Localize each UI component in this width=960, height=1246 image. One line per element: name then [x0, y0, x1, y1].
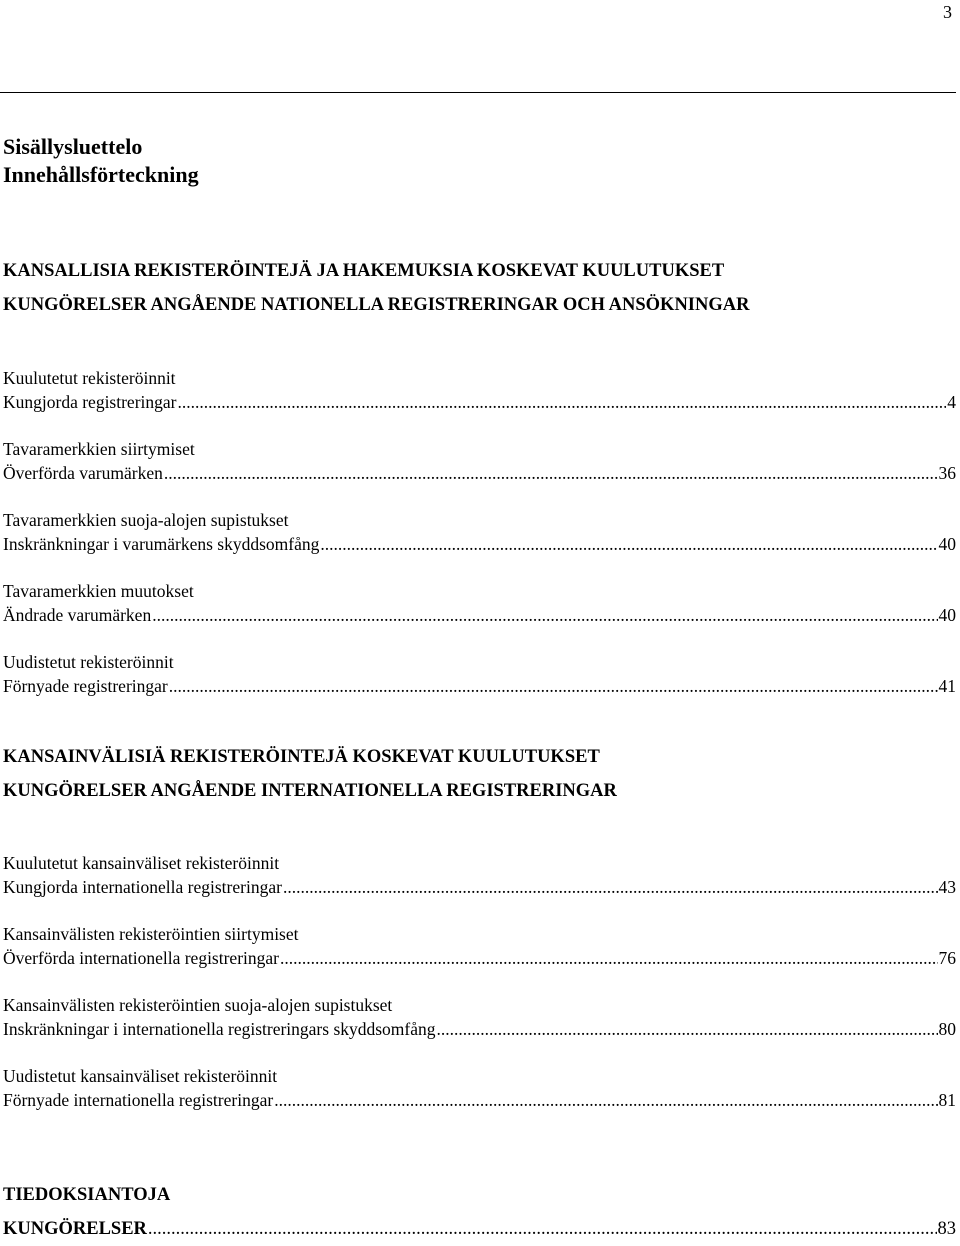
entry-leader-line: [3, 461, 956, 485]
section-heading-sv: KUNGÖRELSER: [3, 1219, 147, 1239]
entry-leader-line: [3, 875, 956, 899]
entry-page-ref: 41: [938, 676, 956, 696]
toc-title: [3, 133, 199, 189]
dot-leader: [280, 946, 938, 970]
entry-leader-line: [3, 390, 956, 414]
section-heading-sv: KUNGÖRELSER ANGÅENDE NATIONELLA REGISTRERINGAR OCH ANSÖKNINGAR: [3, 295, 750, 315]
entry-title-fi: Tavaramerkkien siirtymiset: [3, 439, 195, 459]
entry-title-sv: Inskränkningar i varumärkens skyddsomfång: [3, 534, 320, 554]
dot-leader: [152, 603, 937, 627]
entry-title-sv: Förnyade registreringar: [3, 676, 168, 696]
entry-title-fi: Kuulutetut kansainväliset rekisteröinnit: [3, 853, 280, 873]
entry-title-fi: Kuulutetut rekisteröinnit: [3, 368, 176, 388]
dot-leader: [169, 674, 938, 698]
entry-leader-line: [3, 1017, 956, 1041]
toc-entry[interactable]: [3, 993, 956, 1041]
section-heading-notices[interactable]: [3, 1178, 956, 1246]
toc-entry[interactable]: [3, 437, 956, 485]
entry-title-sv: Överförda varumärken: [3, 463, 163, 483]
toc-title-sv: Innehållsförteckning: [3, 162, 199, 187]
entry-title-sv: Kungjorda registreringar: [3, 392, 177, 412]
entry-page-ref: 81: [938, 1090, 956, 1110]
toc-entry[interactable]: [3, 650, 956, 698]
toc-entry[interactable]: [3, 579, 956, 627]
entry-page-ref: 76: [938, 948, 956, 968]
entry-title-fi: Uudistetut kansainväliset rekisteröinnit: [3, 1066, 278, 1086]
dot-leader: [177, 390, 946, 414]
entry-page-ref: 40: [938, 534, 956, 554]
section-heading-fi: KANSALLISIA REKISTERÖINTEJÄ JA HAKEMUKSIA KOSKEVAT KUULUTUKSET: [3, 261, 725, 281]
toc-entry[interactable]: [3, 922, 956, 970]
entry-title-fi: Tavaramerkkien muutokset: [3, 581, 194, 601]
entry-page-ref: 40: [938, 605, 956, 625]
toc-entry[interactable]: [3, 508, 956, 556]
entry-page-ref: 4: [947, 392, 956, 412]
entry-title-sv: Inskränkningar i internationella registreringars skyddsomfång: [3, 1019, 436, 1039]
toc-entry[interactable]: [3, 366, 956, 414]
dot-leader: [283, 875, 938, 899]
entry-page-ref: 80: [938, 1019, 956, 1039]
dot-leader: [274, 1088, 937, 1112]
entry-page-ref: 36: [938, 463, 956, 483]
entry-title-fi: Uudistetut rekisteröinnit: [3, 652, 174, 672]
toc-title-fi: Sisällysluettelo: [3, 134, 143, 159]
section-heading-national: [3, 254, 749, 322]
entry-title-fi: Tavaramerkkien suoja-alojen supistukset: [3, 510, 289, 530]
entry-page-ref: 43: [938, 877, 956, 897]
entry-leader-line: [3, 674, 956, 698]
dot-leader: [320, 532, 937, 556]
section-heading-fi: KANSAINVÄLISIÄ REKISTERÖINTEJÄ KOSKEVAT KUULUTUKSET: [3, 747, 600, 767]
entry-leader-line: [3, 532, 956, 556]
dot-leader: [164, 461, 938, 485]
entry-leader-line: [3, 603, 956, 627]
section-heading-fi: TIEDOKSIANTOJA: [3, 1185, 171, 1205]
entry-leader-line: [3, 1212, 956, 1246]
entry-title-fi: Kansainvälisten rekisteröintien suoja-alojen supistukset: [3, 995, 393, 1015]
page-number: 3: [943, 2, 952, 22]
dot-leader: [148, 1212, 937, 1246]
entry-title-sv: Kungjorda internationella registreringar: [3, 877, 282, 897]
header-rule: [0, 92, 956, 93]
entry-title-sv: Överförda internationella registreringar: [3, 948, 279, 968]
entry-leader-line: [3, 1088, 956, 1112]
entry-page-ref: 83: [937, 1219, 956, 1239]
section-heading-sv: KUNGÖRELSER ANGÅENDE INTERNATIONELLA REGISTRERINGAR: [3, 781, 617, 801]
entry-title-fi: Kansainvälisten rekisteröintien siirtymiset: [3, 924, 299, 944]
entry-title-sv: Förnyade internationella registreringar: [3, 1090, 274, 1110]
entry-leader-line: [3, 946, 956, 970]
dot-leader: [437, 1017, 938, 1041]
entry-title-sv: Ändrade varumärken: [3, 605, 152, 625]
toc-entry[interactable]: [3, 851, 956, 899]
section-heading-international: [3, 740, 617, 808]
toc-entry[interactable]: [3, 1064, 956, 1112]
